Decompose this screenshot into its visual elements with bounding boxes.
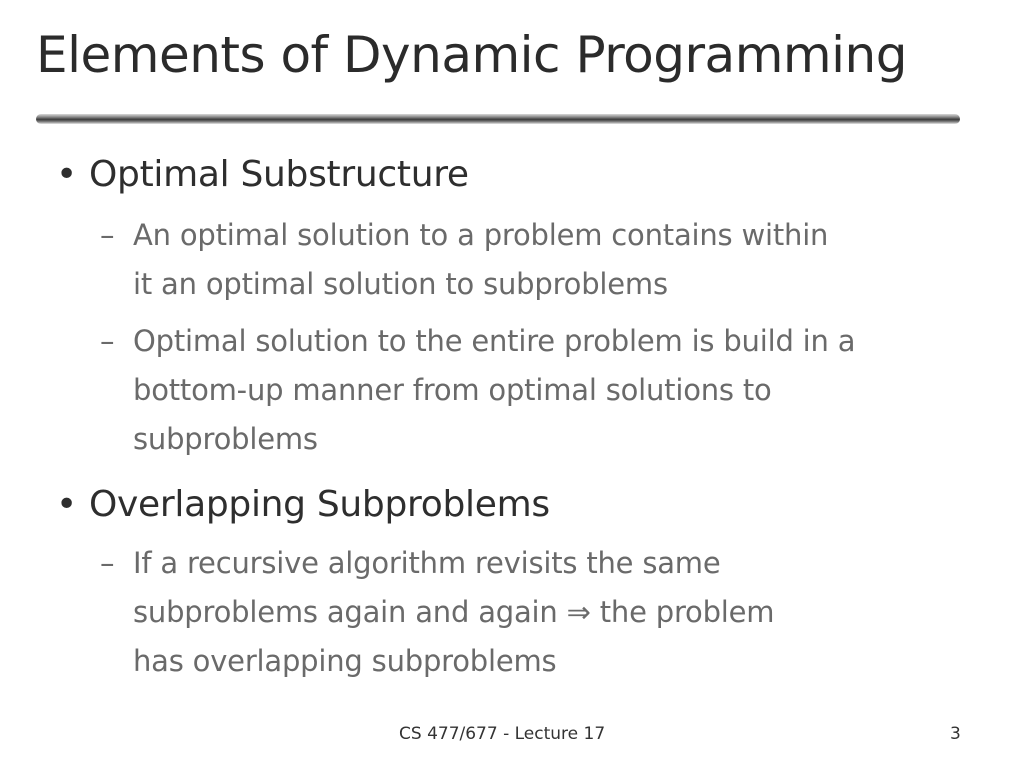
footer-course-label: CS 477/677 - Lecture 17 xyxy=(399,724,606,744)
footer-page-number: 3 xyxy=(950,724,961,744)
bullet-icon: • xyxy=(56,484,77,525)
subpoint-line: If a recursive algorithm revisits the same xyxy=(133,546,721,580)
bullet-heading: Overlapping Subproblems xyxy=(89,484,550,525)
subpoint-line: it an optimal solution to subproblems xyxy=(133,267,668,301)
subpoint-line: subproblems again and again ⇒ the problem xyxy=(133,595,775,629)
dash-icon: – xyxy=(100,218,115,252)
subpoint-line: subproblems xyxy=(133,422,318,456)
subpoint-line: An optimal solution to a problem contains within xyxy=(133,218,829,252)
subpoint-line: has overlapping subproblems xyxy=(133,644,557,678)
title-divider xyxy=(36,114,960,124)
bullet-icon: • xyxy=(56,154,77,195)
dash-icon: – xyxy=(100,324,115,358)
bullet-heading: Optimal Substructure xyxy=(89,154,469,195)
slide-title: Elements of Dynamic Programming xyxy=(36,26,907,84)
subpoint-line: Optimal solution to the entire problem is build in a xyxy=(133,324,856,358)
dash-icon: – xyxy=(100,546,115,580)
subpoint-line: bottom-up manner from optimal solutions to xyxy=(133,373,772,407)
